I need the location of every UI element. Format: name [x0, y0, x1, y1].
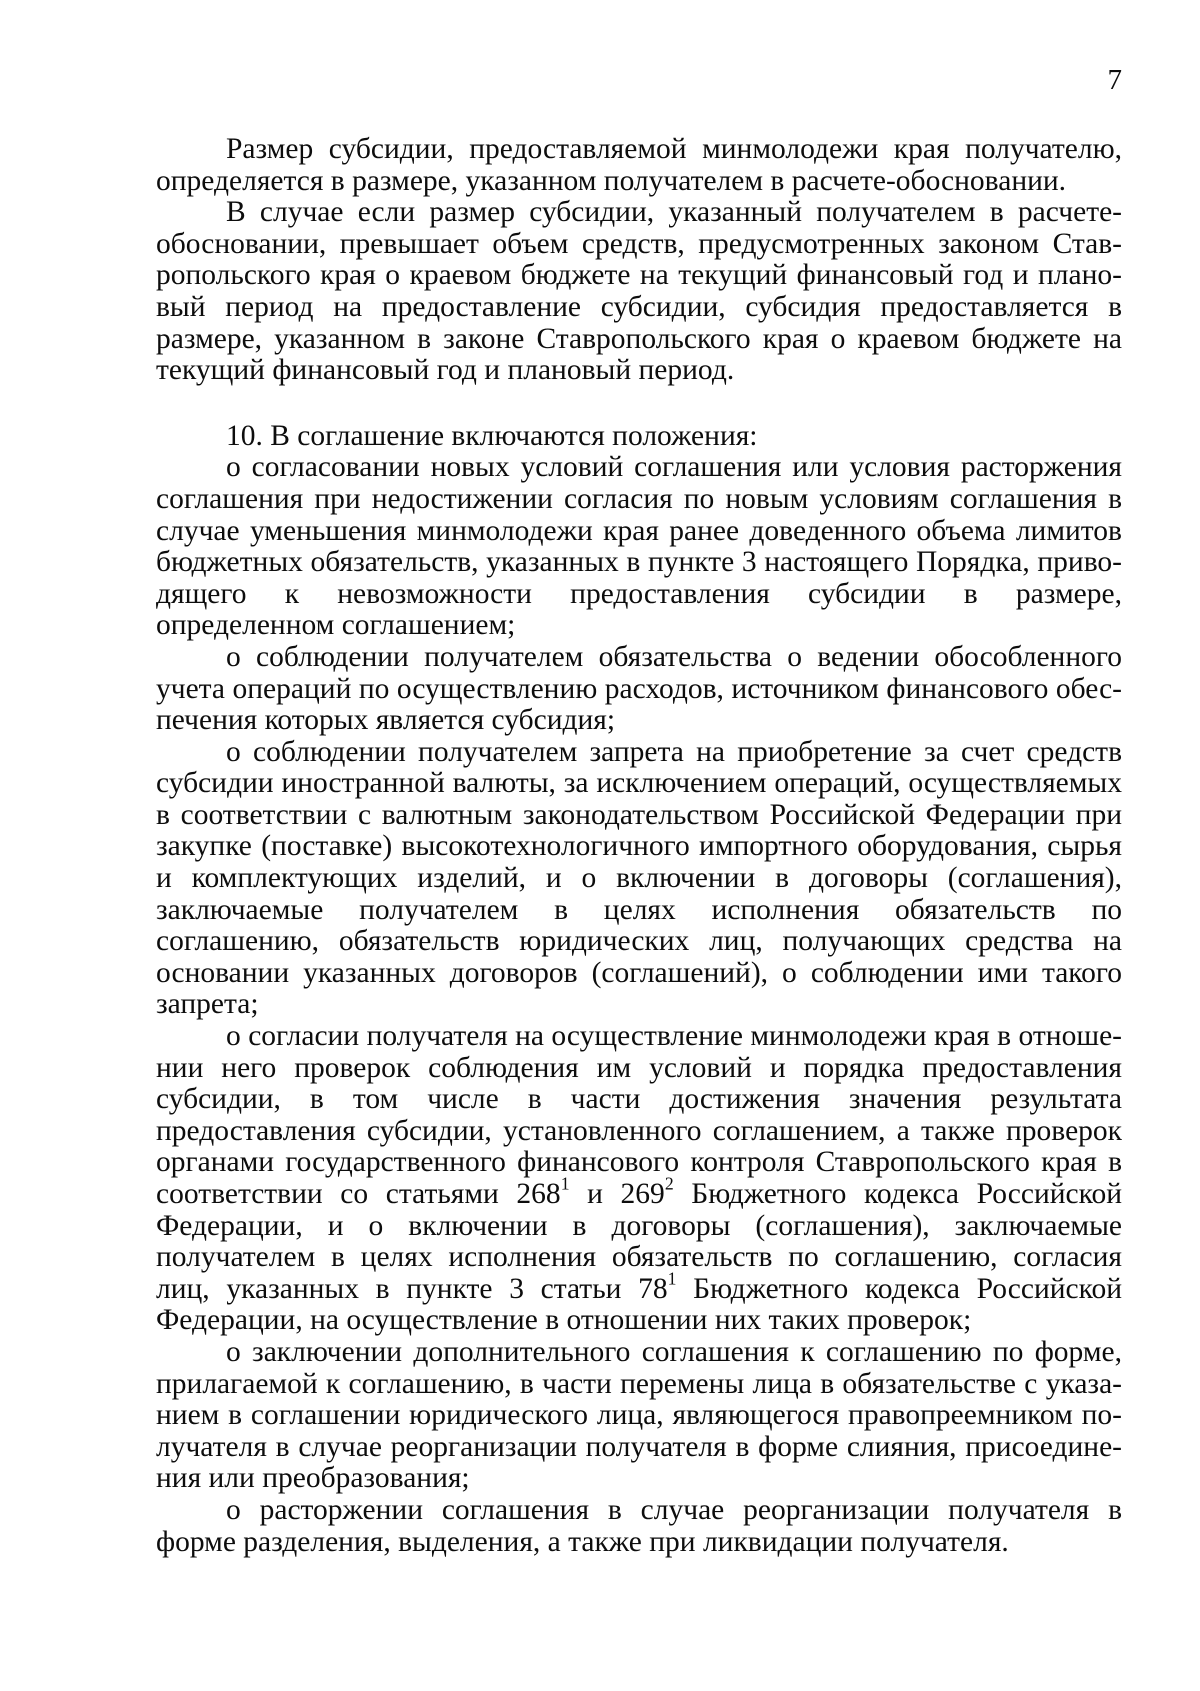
paragraph-separate-accounting: о соблюдении получателем обязательства о ведении обособленного учета операций по осуществлению расходов, источником финансового обеспечения которых является субсидия; — [156, 640, 1122, 737]
superscript: 1 — [667, 1268, 677, 1289]
document-body — [156, 134, 1122, 1558]
paragraph-inspections-consent — [156, 1021, 1122, 1337]
superscript: 1 — [560, 1173, 570, 1194]
paragraph-new-conditions: о согласовании новых условий соглашения или условия расторжения соглашения при недостижении согласия по новым условиям соглашения в случае уменьшения минмолодежи края ранее доведенного объема лимитов бюджетных обязательств, указанных в пункте 3 настоящего Порядка, приводящего к невозможности предоставления субсидии в размере, определенном соглашением; — [156, 451, 1122, 642]
paragraph-section-10-heading: 10. В соглашение включаются положения: — [226, 419, 758, 452]
text-fragment: Бюджетного кодекса Российской Федерации, и о включении в договоры (соглашения), заключаемые получателем в целях исполнения обязательств по соглашению, согласия лиц, указанных в пункте 3 статьи 78 — [156, 1178, 1122, 1305]
page-number: 7 — [1107, 64, 1122, 96]
superscript: 2 — [664, 1173, 674, 1194]
paragraph-subsidy-excess: В случае если размер субсидии, указанный получателем в расчете-обосновании, превышает объем средств, предусмотренных законом Ставропольского края о краевом бюджете на текущий финансовый год и плановый период на предоставление субсидии, субсидия предоставляется в размере, указанном в законе Ставропольского края о краевом бюджете на текущий финансовый год и плановый период. — [156, 196, 1122, 387]
paragraph-termination: о расторжении соглашения в случае реорганизации получателя в форме разделения, выделения, а также при ликвидации получателя. — [156, 1493, 1122, 1558]
text-fragment: и 269 — [569, 1178, 665, 1210]
paragraph-subsidy-size: Размер субсидии, предоставляемой минмолодежи края получателю, определяется в размере, указанном получателем в расчете-обосновании. — [156, 133, 1122, 197]
text-fragment: о согласии получателя на осуществление минмолодежи края в отношении него проверок соблюдения им условий и порядка предоставления субсидии, в том числе в части достижения значения результата предоставления субсидии, установленного соглашением, а также проверок органами государственного финансового контроля Ставропольского края в соответствии со статьями 268 — [156, 1020, 1122, 1210]
text-fragment: Бюджетного кодекса Российской Федерации, на осуществление в отношении них таких проверок; — [156, 1272, 1123, 1337]
paragraph-currency-ban: о соблюдении получателем запрета на приобретение за счет средств субсидии иностранной валюты, за исключением операций, осуществляемых в соответствии с валютным законодательством Российской Федерации при закупке (поставке) высокотехнологичного импортного оборудования, сырья и комплектующих изделий, и о включении в договоры (соглашения), заключаемые получателем в целях исполнения обязательств по соглашению, обязательств юридических лиц, получающих средства на основании указанных договоров (соглашений), о соблюдении ими такого запрета; — [156, 735, 1122, 1021]
paragraph-additional-agreement: о заключении дополнительного соглашения к соглашению по форме, прилагаемой к соглашению, в части перемены лица в обязательстве с указанием в соглашении юридического лица, являющегося правопреемником получателя в случае реорганизации получателя в форме слияния, присоединения или преобразования; — [156, 1335, 1122, 1495]
